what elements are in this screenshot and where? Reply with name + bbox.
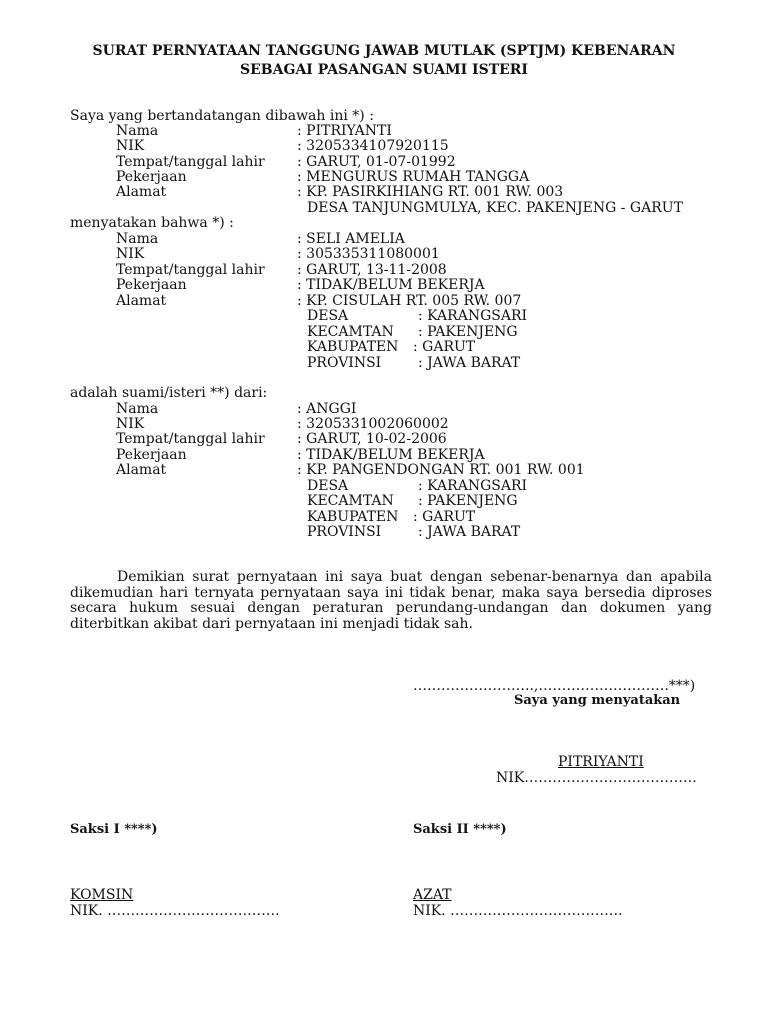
label-nik: NIK	[116, 416, 145, 432]
person1-provinsi: : JAWA BARAT	[418, 355, 521, 371]
signer-nik: NIK……………………………….	[496, 770, 697, 786]
spouse-label: adalah suami/isteri **) dari:	[70, 385, 268, 401]
signer-name: PITRIYANTI	[558, 754, 644, 770]
witness-1-name: KOMSIN	[70, 887, 134, 903]
person1-nama: : SELI AMELIA	[297, 231, 405, 247]
label-nik: NIK	[116, 138, 145, 154]
label-ttl: Tempat/tanggal lahir	[116, 262, 265, 278]
label-ttl: Tempat/tanggal lahir	[116, 154, 265, 170]
label-nik: NIK	[116, 246, 145, 262]
person1-pekerjaan: : TIDAK/BELUM BEKERJA	[297, 277, 485, 293]
witness-1-nik: NIK. ……………………………….	[70, 903, 280, 919]
declarant-nama: : PITRIYANTI	[297, 123, 392, 139]
label-alamat: Alamat	[116, 462, 167, 478]
person2-kabupaten: : GARUT	[413, 509, 476, 525]
label-ttl: Tempat/tanggal lahir	[116, 431, 265, 447]
label-kecamatan: KECAMTAN	[307, 493, 394, 509]
person2-pekerjaan: : TIDAK/BELUM BEKERJA	[297, 447, 485, 463]
document-title-line-1: SURAT PERNYATAAN TANGGUNG JAWAB MUTLAK (SPTJM) KEBENARAN	[92, 43, 676, 59]
declarant-nik: : 3205334107920115	[297, 138, 449, 154]
person2-desa: : KARANGSARI	[418, 478, 528, 494]
label-provinsi: PROVINSI	[307, 355, 382, 371]
label-desa: DESA	[307, 478, 349, 494]
label-nama: Nama	[116, 231, 159, 247]
label-pekerjaan: Pekerjaan	[116, 277, 187, 293]
label-desa: DESA	[307, 308, 349, 324]
label-nama: Nama	[116, 123, 159, 139]
witness-1-label: Saksi I ****)	[70, 822, 158, 837]
person2-alamat: : KP. PANGENDONGAN RT. 001 RW. 001	[297, 462, 585, 478]
document-title-line-2: SEBAGAI PASANGAN SUAMI ISTERI	[240, 62, 528, 78]
label-pekerjaan: Pekerjaan	[116, 169, 187, 185]
person2-nama: : ANGGI	[297, 401, 357, 417]
person1-kabupaten: : GARUT	[413, 339, 476, 355]
label-nama: Nama	[116, 401, 159, 417]
closing-text: Demikian surat pernyataan ini saya buat dengan sebenar-benarnya dan apabila dikemudian hari ternyata pernyataan saya ini tidak benar, maka saya bersedia diproses secara hukum sesuai dengan peraturan perundang-undangan dan dokumen yang diterbitkan akibat dari pernyataan ini menjadi tidak sah.	[70, 569, 712, 632]
signer-role: Saya yang menyatakan	[514, 693, 681, 708]
label-provinsi: PROVINSI	[307, 524, 382, 540]
intro-text: Saya yang bertandatangan dibawah ini *) :	[70, 108, 374, 124]
person2-nik: : 3205331002060002	[297, 416, 449, 432]
label-kabupaten: KABUPATEN	[307, 339, 399, 355]
label-alamat: Alamat	[116, 184, 167, 200]
person2-kecamatan: : PAKENJENG	[418, 493, 518, 509]
declarant-pekerjaan: : MENGURUS RUMAH TANGGA	[297, 169, 530, 185]
states-label: menyatakan bahwa *) :	[70, 215, 234, 231]
label-kecamatan: KECAMTAN	[307, 324, 394, 340]
person1-kecamatan: : PAKENJENG	[418, 324, 518, 340]
person1-alamat: : KP. CISULAH RT. 005 RW. 007	[297, 293, 522, 309]
person1-nik: : 305335311080001	[297, 246, 440, 262]
person2-provinsi: : JAWA BARAT	[418, 524, 521, 540]
label-kabupaten: KABUPATEN	[307, 509, 399, 525]
witness-2-name: AZAT	[413, 887, 452, 903]
declarant-ttl: : GARUT, 01-07-01992	[297, 154, 456, 170]
label-alamat: Alamat	[116, 293, 167, 309]
declarant-alamat-line-2: DESA TANJUNGMULYA, KEC. PAKENJENG - GARUT	[307, 200, 683, 216]
place-date-line: ……………………..,……………………….***)	[413, 678, 696, 694]
witness-2-nik: NIK. ……………………………….	[413, 903, 623, 919]
closing-paragraph	[70, 570, 712, 632]
person1-ttl: : GARUT, 13-11-2008	[297, 262, 447, 278]
person2-ttl: : GARUT, 10-02-2006	[297, 431, 447, 447]
declarant-alamat-line-1: : KP. PASIRKIHIANG RT. 001 RW. 003	[297, 184, 564, 200]
label-pekerjaan: Pekerjaan	[116, 447, 187, 463]
witness-2-label: Saksi II ****)	[413, 822, 507, 837]
person1-desa: : KARANGSARI	[418, 308, 528, 324]
